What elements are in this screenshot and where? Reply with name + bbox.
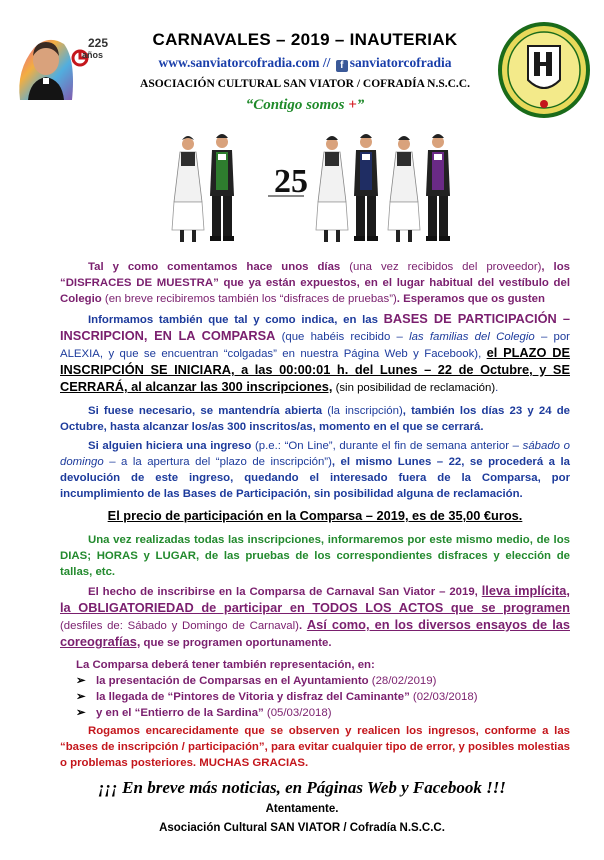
p1-c: , los “DISFRACES DE MUESTRA” que ya están expuestos, en el lugar habitual del vestíbulo del Colegio [60,261,570,305]
item-text: la presentación de Comparsas en el Ayuntamiento [96,675,369,687]
costume-figure-6 [426,134,450,241]
costume-figure-5 [388,136,420,242]
facebook-icon: f [336,60,348,72]
p6-d: . [298,620,307,632]
p7-b: MUCHAS GRACIAS. [199,757,309,769]
association-name: ASOCIACIÓN CULTURAL SAN VIATOR / COFRADÍA N.S.C.C. [140,78,470,90]
p2-i: . [495,382,499,394]
p3-a: Si fuese necesario, se mantendría abierta [88,405,323,417]
signature: Asociación Cultural SAN VIATOR / Cofradía N.S.C.C. [159,822,445,834]
logo-left-unit: años [82,50,104,60]
news-announcement: ¡¡¡ En breve más noticias, en Páginas Web y Facebook !!! [98,778,506,797]
costume-figure-2 [210,134,234,241]
p4-b: (p.e.: “On Line”, durante el fin de semana anterior – [251,440,523,452]
emblem-number: 25 [274,163,308,200]
list-item [76,705,576,721]
costume-figures-image [160,130,460,250]
p3-c: , también los días 23 y 24 de Octubre, hasta alcanzar los/as 300 inscritos/as, momento en el que se cerrará. [60,405,570,433]
p6-e: Así como, en los diversos ensayos de las coreografías, [60,617,570,649]
p1-e: . Esperamos que os gusten [396,293,545,305]
p2-c: (que habéis recibido – [275,331,410,343]
p2-f: , [478,348,487,360]
closing-salutation: Atentamente. [265,803,339,815]
p2-g: el PLAZO DE INSCRIPCIÓN SE INICIARA, a las 00:00:01 h. del Lunes – 22 de Octubre, y SE CERRARÁ, al alcanzar las 300 inscripciones, [60,345,570,394]
page-title: CARNAVALES – 2019 – INAUTERIAK [152,30,458,49]
costume-figure-1 [172,136,204,242]
list-item [76,689,576,705]
motto-plus: + [348,97,357,113]
cofradia-shield-icon [498,22,590,118]
item-text: la llegada de “Pintores de Vitoria y disfraz del Caminante” [96,691,410,703]
item-date: (05/03/2018) [263,707,332,719]
p1-b: (una vez recibidos del proveedor) [340,261,542,273]
paragraph-obligatoriedad [60,583,570,651]
paragraph-abierta [60,403,570,435]
motto-end: ” [356,97,365,113]
list-item [76,673,576,689]
p4-a: Si alguien hiciera una ingreso [88,440,252,452]
paragraph-pruebas: Una vez realizadas todas las inscripciones, informaremos por este mismo medio, de los DIAS; HORAS y LUGAR, de las pruebas de los correspondientes disfraces y elección de tallas, etc. [60,534,570,578]
p2-a: Informamos también que tal y como indica, en las [88,314,384,326]
paragraph-ruego [60,723,570,771]
facebook-link[interactable]: sanviatorcofradia [349,55,452,70]
logo-left-number: 225 [88,36,109,50]
p1-d: (en breve recibiremos también los “disfraces de pruebas”) [101,293,397,305]
arrow-bullet-icon: ➢ [76,707,86,719]
p6-f: que se programen oportunamente. [140,637,332,649]
website-link[interactable]: www.sanviatorcofradia.com [158,55,320,70]
p6-b: lleva implícita, la OBLIGATORIEDAD de participar en TODOS LOS ACTOS que se programen [60,583,570,615]
p2-e: – por ALEXIA, y que se encuentran “colgadas” en nuestra Página Web y Facebook) [60,331,570,360]
comparsa-emblem [268,163,308,200]
arrow-bullet-icon: ➢ [76,675,86,687]
p6-c: (desfiles de: Sábado y Domingo de Carnaval) [60,620,299,632]
letterhead [0,0,604,130]
paragraph-ingreso [60,438,570,502]
motto-text: “Contigo somos [245,97,349,113]
costume-figure-4 [354,134,378,241]
p6-a: El hecho de inscribirse en la Comparsa de Carnaval San Viator – 2019, [88,586,482,598]
arrow-bullet-icon: ➢ [76,691,86,703]
representation-list [76,673,576,721]
p4-d: – a la apertura del “plazo de inscripción”) [103,456,332,468]
p2-h: (sin posibilidad de reclamación) [332,382,496,394]
item-date: (28/02/2019) [368,675,437,687]
representation-intro: La Comparsa deberá tener también representación, en: [76,659,375,671]
p4-e: , el mismo Lunes – 22, se procederá a la devolución de este ingreso, quedando el interesado fuera de la Comparsa, por incumplimiento de las Bases de Participación, sin posibilidad alguna de reclamación. [60,456,570,500]
p7-a: Rogamos encarecidamente que se observen y realicen los ingresos, conforme a las “bases de inscripción / participación”, para evitar cualquier tipo de error, y posibles molestias o problemas posteriores. [60,725,570,769]
paragraph-inscripcion [60,311,570,396]
web-separator: // [319,55,334,70]
price-notice: El precio de participación en la Comparsa – 2019, es de 35,00 €uros. [107,508,523,523]
web-line [120,55,490,72]
p2-b: BASES DE PARTICIPACIÓN – INSCRIPCION, EN LA COMPARSA [60,311,570,343]
p3-b: (la inscripción) [322,405,403,417]
costume-figure-3 [316,136,348,242]
p2-d: las familias del Colegio [409,331,535,343]
item-date: (02/03/2018) [409,691,478,703]
motto [120,97,490,114]
p1-a: Tal y como comentamos hace unos días [88,261,341,273]
item-text: y en el “Entierro de la Sardina” [96,707,264,719]
paragraph-disfraces [60,259,570,307]
p4-c: sábado o domingo [60,440,570,468]
